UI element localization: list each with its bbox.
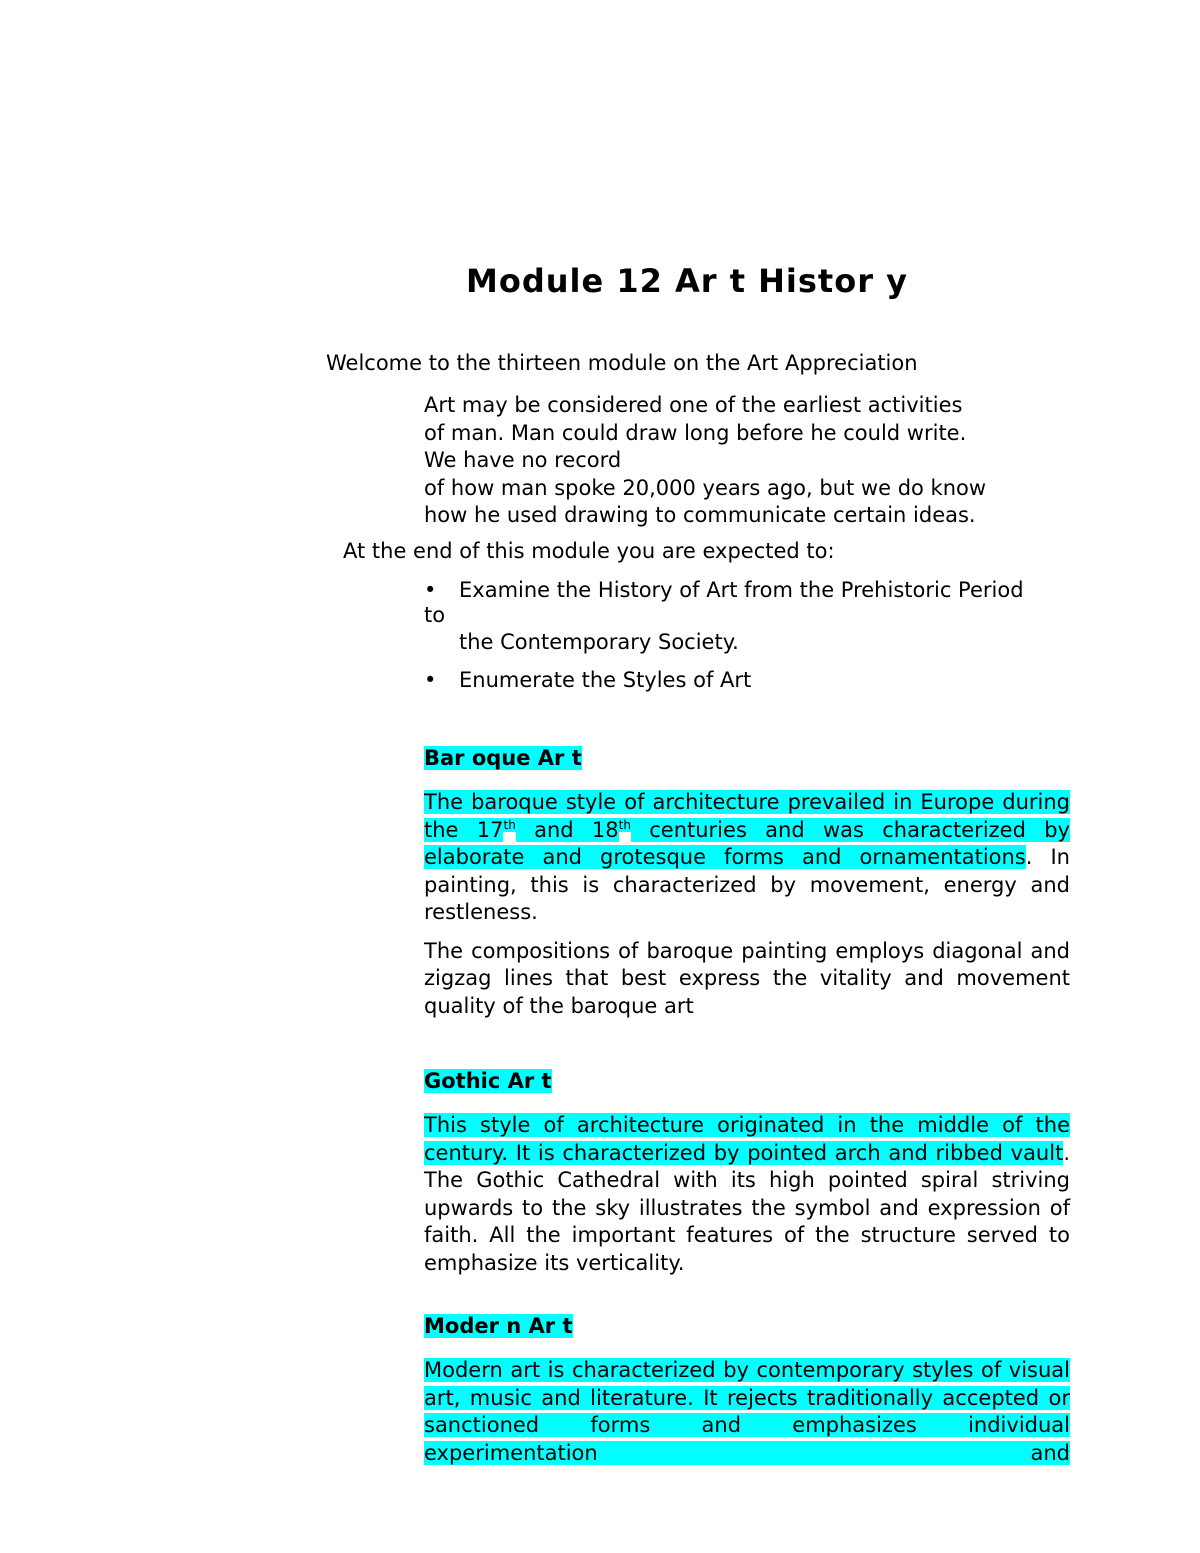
baroque-section	[424, 789, 1070, 1020]
highlighted-text: and 18	[515, 817, 619, 842]
superscript: th	[503, 817, 516, 832]
section-heading-baroque	[424, 746, 582, 770]
gothic-paragraph	[424, 1112, 1070, 1277]
section-heading-gothic	[424, 1069, 552, 1093]
objective-item	[424, 668, 1124, 693]
highlighted-text: The baroque style of architecture prevailed in Europe during the 17	[424, 790, 1070, 842]
paragraph-text: . In painting, this is characterized by movement, energy and restleness.	[424, 845, 1070, 924]
page-title: Module 12 Ar t Histor y	[466, 262, 908, 300]
intro-line: Art may be considered one of the earliest activities	[424, 393, 963, 417]
objective-text: the Contemporary Society.	[459, 630, 739, 654]
objective-text: Examine the History of Art from the Prehistoric Period	[459, 578, 1024, 602]
superscript: th	[618, 817, 631, 832]
intro-paragraph	[424, 392, 1084, 530]
modern-paragraph	[424, 1357, 1070, 1467]
intro-line: how he used drawing to communicate certain ideas.	[424, 503, 976, 527]
highlighted-text: Modern art is characterized by contemporary styles of visual art, music and literature. It rejects traditionally accepted or sanctioned forms and emphasizes individual experimentation and	[424, 1358, 1070, 1465]
heading-text: Gothic Ar t	[424, 1069, 552, 1093]
highlighted-text: This style of architecture originated in the middle of the century. It is characterized by pointed arch and ribbed vault	[424, 1113, 1070, 1165]
modern-section	[424, 1357, 1070, 1467]
bullet-icon: •	[424, 578, 437, 602]
bullet-icon: •	[424, 668, 437, 692]
baroque-paragraph	[424, 789, 1070, 927]
section-heading-modern	[424, 1314, 573, 1338]
welcome-text: Welcome to the thirteen module on the Art Appreciation	[326, 351, 918, 375]
heading-text: Bar oque Ar t	[424, 746, 582, 770]
objective-text: to	[424, 603, 446, 627]
objectives-lead: At the end of this module you are expected to:	[343, 539, 835, 563]
heading-text: Moder n Ar t	[424, 1314, 573, 1338]
highlighted-text: centuries and was characterized by elaborate and grotesque forms and ornamentations	[424, 817, 1070, 869]
gothic-section	[424, 1112, 1070, 1277]
objective-item	[424, 578, 1124, 655]
intro-line: of man. Man could draw long before he could write.	[424, 420, 967, 445]
objective-text: Enumerate the Styles of Art	[459, 668, 752, 692]
intro-line: We have no record	[424, 448, 622, 472]
paragraph-text: . The Gothic Cathedral with its high pointed spiral striving upwards to the sky illustrates the symbol and expression of faith. All the important features of the structure served to emphasize its verticality.	[424, 1140, 1070, 1275]
intro-line: of how man spoke 20,000 years ago, but we do know	[424, 475, 987, 500]
baroque-paragraph: The compositions of baroque painting employs diagonal and zigzag lines that best express the vitality and movement quality of the baroque art	[424, 938, 1070, 1018]
